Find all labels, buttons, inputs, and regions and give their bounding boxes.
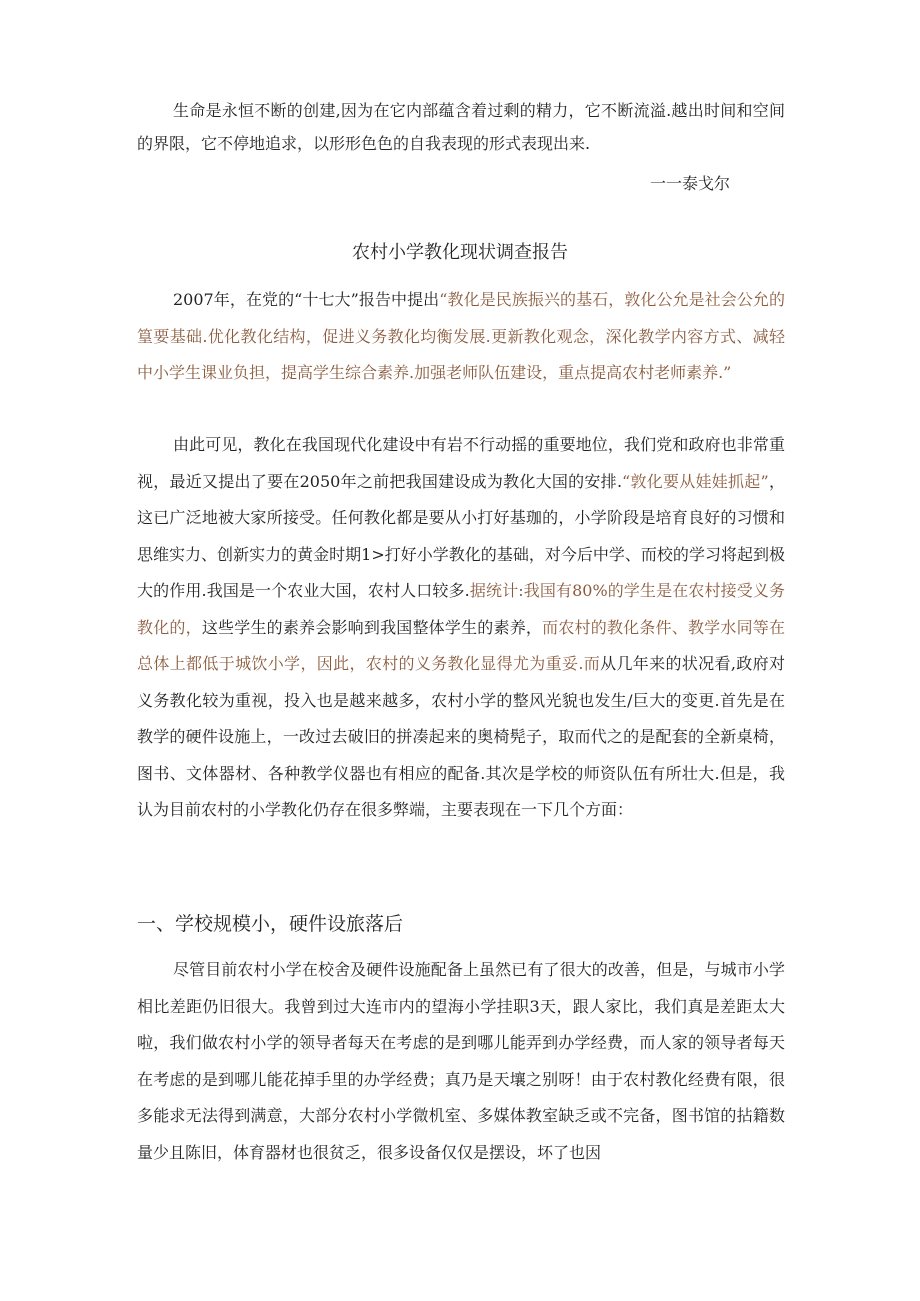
paragraph-2-part1: 由此可见，教化在我国现代化建设中有岩不行动摇的重要地位，我们党和政府也非常重视，最近又提出了要在2050年之前把我国建设成为教化大国的安排. [137, 435, 785, 491]
epigraph-text: 生命是永恒不断的创建,因为在它内部蕴含着过剩的精力，它不断流溢.越出时间和空间的界限，它不停地追求，以形形色色的自我表现的形式表现出来. [137, 101, 785, 153]
paragraph-2 [137, 427, 785, 829]
epigraph-quote [137, 94, 785, 160]
paragraph-1-quote: “教化是民族振兴的基石，敦化公允是社会公允的篁要基础.优化教化结构，促进义务教化均衡发展.更新教化观念，深化教学内容方式、减轻中小学生课业负担，提高学生综合素养.加强老师队伍建设，重点提高农村老师素养.” [137, 290, 785, 382]
paragraph-2-part3: ，这已广泛地被大家所接受。任何教化都是要从小打好基珈的，小学阶段是培育良好的习惯和思维实力、创新实力的黄金时期1>打好小学教化的基础，对今后中学、而校的学习将起到极大的作用.我国是一个农业大国，农村人口较多. [137, 471, 785, 600]
section-1-paragraph [137, 952, 785, 1171]
document-title: 农村小学教化现状调查报告 [352, 242, 568, 263]
paragraph-2-quote: “敦化要从娃娃抓起” [622, 471, 769, 491]
section-1-heading: 一、学校规模小，硬件设旅落后 [137, 913, 404, 935]
epigraph-attribution: 一一泰戈尔 [650, 174, 731, 193]
paragraph-1 [137, 282, 785, 392]
paragraph-2-part5: 这些学生的素养会影响到我国整体学生的素养， [201, 617, 543, 637]
paragraph-2-statistic: 据统计:我国有80%的学生是在农村接受义务教化的， [137, 581, 785, 637]
paragraph-2-part7: 从几年来的状况看,政府对义务教化较为重视，投入也是越来越多，农村小学的整风光貌也发生/巨大的变更.首先是在教学的硬件设施上，一改过去破旧的拼凑起来的奥椅髡子，取而代之的是配套的全新桌椅，图书、文体器材、各种教学仪器也有相应的配备.其次是学校的师资队伍有所壮大.但是，我认为目前农村的小学教化仍存在很多弊端，主要表现在一下几个方面： [137, 654, 785, 819]
paragraph-1-text: 2007年，在党的“十七大”报告中提出 [173, 290, 440, 309]
paragraph-2-part6: 而农村的教化条件、教学水同等在总体上都低于城饮小学，因此，农村的义务教化显得尤为重妥.而 [137, 617, 785, 673]
section-1-paragraph-text: 尽管目前农村小学在校舍及硬件设施配备上虽然已有了很大的改善，但是，与城市小学相比差距仍旧很大。我曾到过大连市内的望海小学挂职3天，跟人家比，我们真是差距太大啦，我们做农村小学的领导者每天在考虑的是到哪儿能弄到办学经费，而人家的领导者每天在考虑的是到哪儿能花掉手里的办学经费；真乃是天壤之别呀！由于农村教化经费有限，很多能求无法得到满意，大部分农村小学微机室、多媒体教室缺乏或不完备，图书馆的拈籍数量少且陈旧，体育器材也很贫乏，很多设备仅仅是摆设，坏了也因 [137, 960, 785, 1162]
